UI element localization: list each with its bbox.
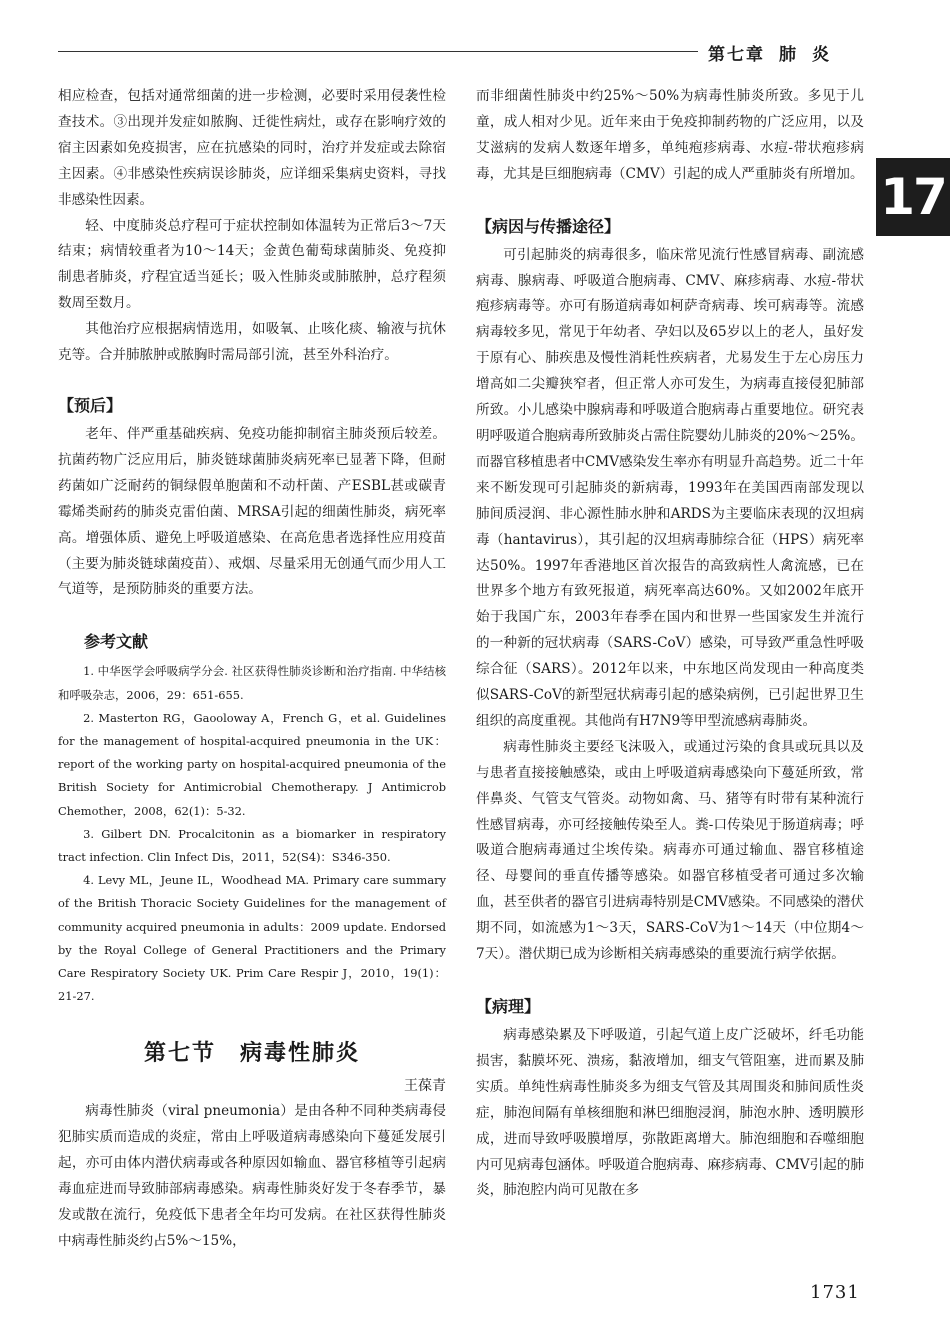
running-header	[708, 40, 845, 65]
chapter-label: 第七章	[708, 45, 765, 65]
etiology-paragraph: 可引起肺炎的病毒很多，临床常见流行性感冒病毒、副流感病毒、腺病毒、呼吸道合胞病毒、CMV、麻疹病毒、水痘-带状疱疹病毒等。亦可有肠道病毒如柯萨奇病毒、埃可病毒等。流感病毒较多见，常见于年幼者、孕妇以及65岁以上的老人，虽好发于原有心、肺疾患及慢性消耗性疾病者，尤易发生于左心房压力增高如二尖瓣狭窄者，但正常人亦可发生，为病毒直接侵犯肺部所致。小儿感染中腺病毒和呼吸道合胞病毒占重要地位。研究表明呼吸道合胞病毒所致肺炎占需住院婴幼儿肺炎的20%～25%。而器官移植患者中CMV感染发生率亦有明显升高趋势。近二十年来不断发现可引起肺炎的新病毒，1993年在美国西南部发现以肺间质浸润、非心源性肺水肿和ARDS为主要临床表现的汉坦病毒（hantavirus），其引起的汉坦病毒肺综合征（HPS）病死率达50%。1997年香港地区首次报告的高致病性人禽流感，已在世界多个地方有致死报道，病死率高达60%。又如2002年底开始于我国广东，2003年春季在国内和世界一些国家发生并流行的一种新的冠状病毒（SARS-CoV）感染，可导致严重急性呼吸综合征（SARS）。2012年以来，中东地区尚发现由一种高度类似SARS-CoV的新型冠状病毒引起的感染病例，已引起世界卫生组织的高度重视。其他尚有H7N9等甲型流感病毒肺炎。	[476, 246, 864, 729]
page-number: 1731	[810, 1282, 860, 1303]
pathology-paragraph: 病毒感染累及下呼吸道，引起气道上皮广泛破坏，纤毛功能损害，黏膜坏死、溃疡，黏液增加，细支气管阻塞，进而累及肺实质。单纯性病毒性肺炎多为细支气管及其周围炎和肺间质性炎症，肺泡间隔有单核细胞和淋巴细胞浸润，肺泡水肿、透明膜形成，进而导致呼吸膜增厚，弥散距离增大。肺泡细胞和吞噬细胞内可见病毒包涵体。呼吸道合胞病毒、麻疹病毒、CMV引起的肺炎，肺泡腔内尚可见散在多	[476, 1027, 864, 1199]
reference-item: 1. 中华医学会呼吸病学分会. 社区获得性肺炎诊断和治疗指南. 中华结核和呼吸杂志，2006，29：651-655.	[58, 664, 446, 702]
reference-list	[58, 660, 446, 1008]
reference-item: 2. Masterton RG，Gaooloway A，French G，et al. Guidelines for the management of hospital-acquired pneumonia in the UK：report of the working party on hospital-acquired pneumonia of the British Society for Antimicrobial Chemotherapy. J Antimicrob Chemother，2008，62(1)：5-32.	[58, 710, 446, 818]
right-column	[476, 84, 864, 1204]
author: 王葆青	[404, 1078, 446, 1095]
header-rule	[58, 51, 698, 52]
etiology-heading: 【病因与传播途径】	[476, 216, 621, 236]
prognosis-paragraph: 老年、伴严重基础疾病、免疫功能抑制宿主肺炎预后较差。抗菌药物广泛应用后，肺炎链球菌肺炎病死率已显著下降，但耐药菌如广泛耐药的铜绿假单胞菌和不动杆菌、产ESBL甚或碳青霉烯类耐药的肺炎克雷伯菌、MRSA引起的细菌性肺炎，病死率高。增强体质、避免上呼吸道感染、在高危患者选择性应用疫苗（主要为肺炎链球菌疫苗）、戒烟、尽量采用无创通气而少用人工气道等，是预防肺炎的重要方法。	[58, 425, 446, 598]
paragraph: 轻、中度肺炎总疗程可于症状控制如体温转为正常后3～7天结束；病情较重者为10～14天；金黄色葡萄球菌肺炎、免疫抑制患者肺炎，疗程宜适当延长；吸入性肺炎或肺脓肿，总疗程须数周至数月。	[58, 217, 446, 312]
left-column	[58, 84, 446, 1255]
references-heading: 参考文献	[84, 632, 149, 652]
paragraph: 而非细菌性肺炎中约25%～50%为病毒性肺炎所致。多见于儿童，成人相对少见。近年来由于免疫抑制药物的广泛应用，以及艾滋病的发病人数逐年增多，单纯疱疹病毒、水痘-带状疱疹病毒，尤其是巨细胞病毒（CMV）引起的成人严重肺炎有所增加。	[476, 88, 864, 182]
reference-item: 4. Levy ML，Jeune IL，Woodhead MA. Primary care summary of the British Thoracic Society Guidelines for the management of community acquired pneumonia in adults：2009 update. Endorsed by the Royal College of General Practitioners and the Primary Care Respiratory Society UK. Prim Care Respir J，2010，19(1)：21-27.	[58, 873, 446, 1004]
chapter-title: 肺	[779, 45, 798, 65]
prognosis-heading: 【预后】	[58, 395, 123, 415]
reference-item: 3. Gilbert DN. Procalcitonin as a biomarker in respiratory tract infection. Clin Infect Dis，2011，52(S4)：S346-350.	[58, 826, 446, 864]
chapter-title-2: 炎	[812, 45, 831, 65]
etiology-paragraph: 病毒性肺炎主要经飞沫吸入，或通过污染的食具或玩具以及与患者直接接触感染，或由上呼吸道病毒感染向下蔓延所致，常伴鼻炎、气管支气管炎。动物如禽、马、猪等有时带有某种流行性感冒病毒，亦可经接触传染至人。粪-口传染见于肠道病毒；呼吸道合胞病毒通过尘埃传染。病毒亦可通过输血、器官移植途径、母婴间的垂直传播等感染。如器官移植受者可通过多次输血，甚至供者的器官引进病毒特别是CMV感染。不同感染的潜伏期不同，如流感为1～3天，SARS-CoV为1～14天（中位期4～7天）。潜伏期已成为诊断相关病毒感染的重要流行病学依据。	[476, 738, 864, 963]
section-title: 第七节 病毒性肺炎	[143, 1041, 360, 1067]
paragraph: 其他治疗应根据病情选用，如吸氧、止咳化痰、输液与抗休克等。合并肺脓肿或脓胸时需局部引流，甚至外科治疗。	[58, 321, 446, 364]
paragraph: 相应检查，包括对通常细菌的进一步检测，必要时采用侵袭性检查技术。③出现并发症如脓胸、迁徙性病灶，或存在影响疗效的宿主因素如免疫损害，应在抗感染的同时，治疗并发症或去除宿主因素。④非感染性疾病误诊肺炎，应详细采集病史资料，寻找非感染性因素。	[58, 88, 446, 208]
pathology-heading: 【病理】	[476, 997, 541, 1016]
chapter-thumb-tab: 17	[876, 158, 950, 236]
intro-paragraph: 病毒性肺炎（viral pneumonia）是由各种不同种类病毒侵犯肺实质而造成的炎症，常由上呼吸道病毒感染向下蔓延发展引起，亦可由体内潜伏病毒或各种原因如输血、器官移植等引起病毒血症进而导致肺部病毒感染。病毒性肺炎好发于冬春季节，暴发或散在流行，免疫低下患者全年均可发病。在社区获得性肺炎中病毒性肺炎约占5%～15%，	[58, 1103, 446, 1249]
